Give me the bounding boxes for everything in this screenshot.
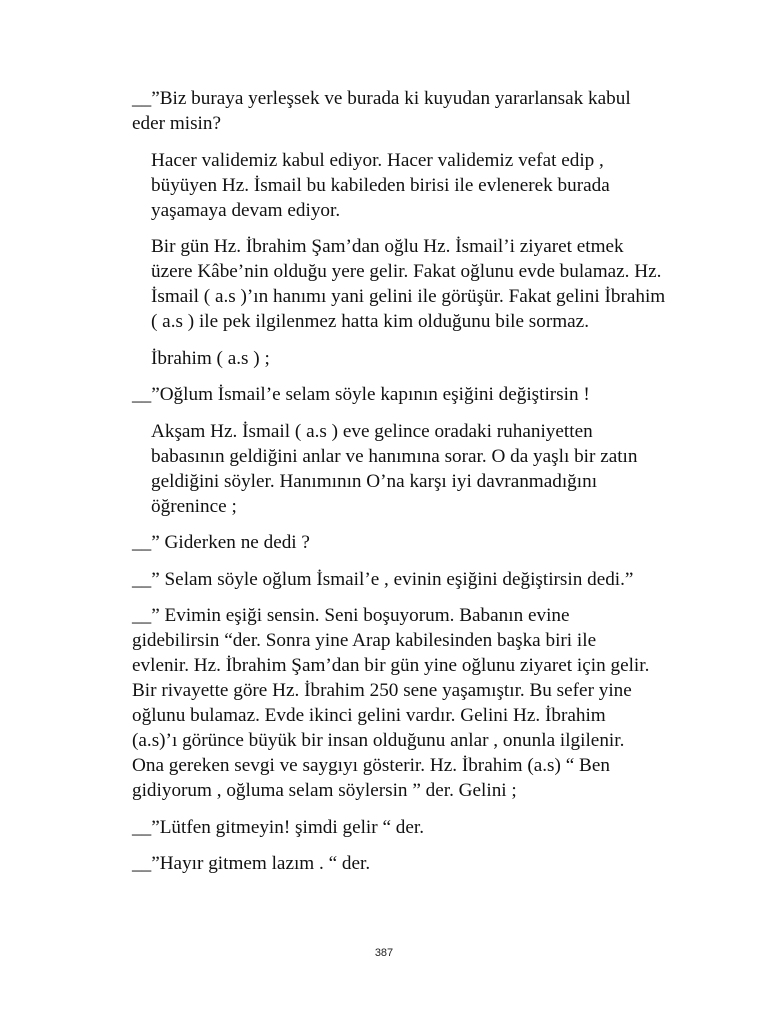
text-line: ( a.s ) ile pek ilgilenmez hatta kim olduğunu bile sormaz. <box>151 311 589 332</box>
paragraph-dialogue <box>113 851 683 876</box>
paragraph-dialogue <box>113 382 683 407</box>
text-line: İsmail ( a.s )’ın hanımı yani gelini ile görüşür. Fakat gelini İbrahim <box>151 286 666 307</box>
page-number: 387 <box>374 947 394 959</box>
text-line: eder misin? <box>132 113 221 134</box>
text-line: Hacer validemiz kabul ediyor. Hacer validemiz vefat edip , <box>151 149 604 171</box>
text-line: (a.s)’ı görünce büyük bir insan olduğunu anlar , onunla ilgilenir. <box>132 730 625 751</box>
text-line: gidiyorum , oğluma selam söylersin ” der. Gelini ; <box>132 780 517 801</box>
paragraph <box>113 234 683 334</box>
paragraph <box>113 148 683 223</box>
text-line: gidebilirsin “der. Sonra yine Arap kabilesinden başka biri ile <box>132 630 597 651</box>
text-line: oğlunu bulamaz. Evde ikinci gelini vardır. Gelini Hz. İbrahim <box>132 705 606 726</box>
text-line: __”Biz buraya yerleşsek ve burada ki kuyudan yararlansak kabul <box>132 88 631 109</box>
text-line: __”Hayır gitmem lazım . “ der. <box>132 853 371 874</box>
paragraph-dialogue <box>113 567 683 592</box>
paragraph-dialogue <box>113 603 683 803</box>
text-line: __” Selam söyle oğlum İsmail’e , evinin eşiğini değiştirsin dedi.” <box>132 568 634 590</box>
text-line: Bir gün Hz. İbrahim Şam’dan oğlu Hz. İsmail’i ziyaret etmek <box>151 236 624 257</box>
text-line: __”Oğlum İsmail’e selam söyle kapının eşiğini değiştirsin ! <box>132 384 590 405</box>
paragraph-dialogue <box>113 530 683 555</box>
paragraph-dialogue <box>113 86 683 136</box>
page-body-text <box>113 86 683 888</box>
text-line: __”Lütfen gitmeyin! şimdi gelir “ der. <box>132 816 424 838</box>
paragraph <box>113 346 683 371</box>
text-line: Ona gereken sevgi ve saygıyı gösterir. Hz. İbrahim (a.s) “ Ben <box>132 755 610 776</box>
text-line: öğrenince ; <box>151 495 237 517</box>
text-line: geldiğini söyler. Hanımının O’na karşı iyi davranmadığını <box>151 470 598 492</box>
text-line: İbrahim ( a.s ) ; <box>151 347 270 369</box>
text-line: yaşamaya devam ediyor. <box>151 199 341 221</box>
text-line: Bir rivayette göre Hz. İbrahim 250 sene yaşamıştır. Bu sefer yine <box>132 680 632 701</box>
text-line: __” Evimin eşiği sensin. Seni boşuyorum. Babanın evine <box>132 605 570 626</box>
text-line: Akşam Hz. İsmail ( a.s ) eve gelince oradaki ruhaniyetten <box>151 420 593 442</box>
text-line: __” Giderken ne dedi ? <box>132 532 310 553</box>
paragraph <box>113 419 683 519</box>
text-line: babasının geldiğini anlar ve hanımına sorar. O da yaşlı bir zatın <box>151 445 638 467</box>
text-line: üzere Kâbe’nin olduğu yere gelir. Fakat oğlunu evde bulamaz. Hz. <box>151 261 662 282</box>
text-line: büyüyen Hz. İsmail bu kabileden birisi ile evlenerek burada <box>151 174 610 196</box>
text-line: evlenir. Hz. İbrahim Şam’dan bir gün yine oğlunu ziyaret için gelir. <box>132 655 650 676</box>
paragraph-dialogue <box>113 815 683 840</box>
